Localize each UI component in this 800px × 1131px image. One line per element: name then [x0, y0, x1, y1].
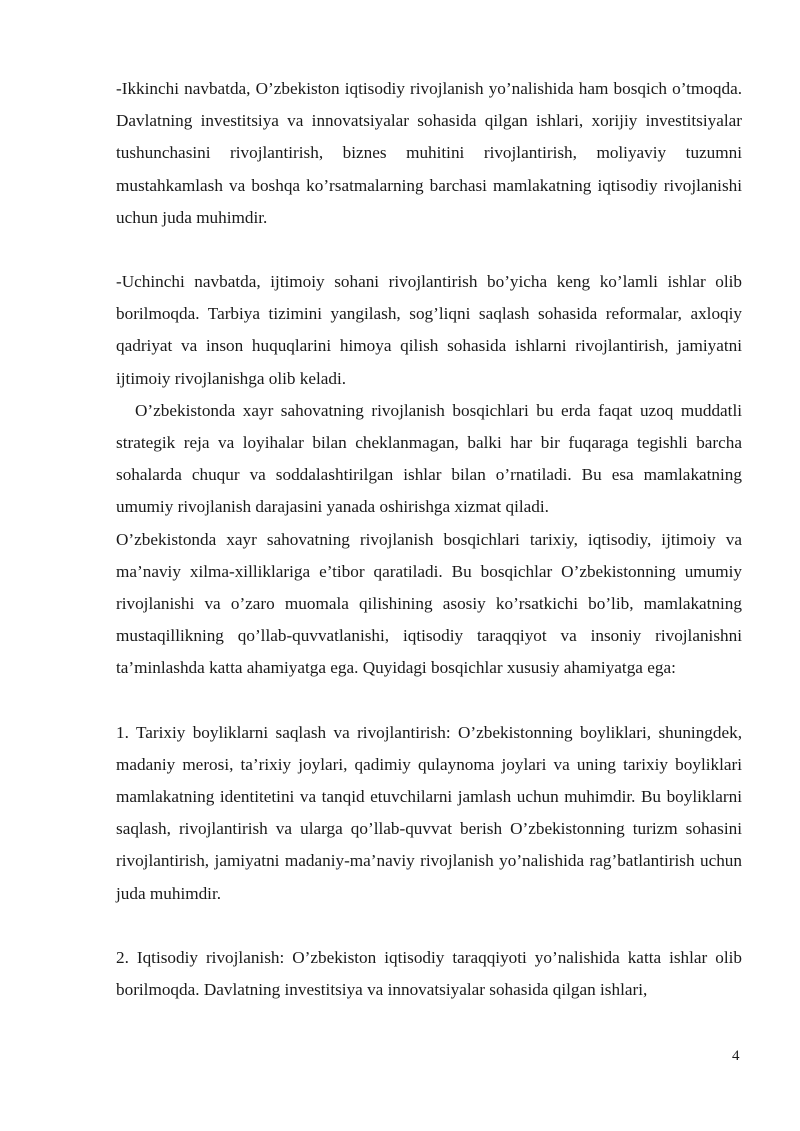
paragraph-charity-aspects: O’zbekistonda xayr sahovatning rivojlanish bosqichlari tarixiy, iqtisodiy, ijtimoiy va ma’naviy xilma-xilliklariga e’tibor qaratiladi. Bu bosqichlar O’zbekistonning umumiy rivojlanishi va o’zaro muomala qilishining asosiy ko’rsatkichi bo’lib, mamlakatning mustaqillikning qo’llab-quvvatlanishi, iqtisodiy taraqqiyot va insoniy rivojlanishni ta’minlashda katta ahamiyatga ega. Quyidagi bosqichlar xususiy ahamiyatga ega:	[116, 529, 742, 678]
paragraph-charity-stages: O’zbekistonda xayr sahovatning rivojlanish bosqichlari bu erda faqat uzoq muddatli strategik reja va loyihalar bilan cheklanmagan, balki har bir fuqaraga tegishli barcha sohalarda chuqur va soddalashtirilgan ishlar bilan o’rnatiladi. Bu esa mamlakatning umumiy rivojlanish darajasini yanada oshirishga xizmat qiladi.	[116, 400, 742, 517]
paragraph-spacer	[116, 910, 742, 942]
paragraph-spacer	[116, 234, 742, 266]
paragraph-spacer	[116, 685, 742, 717]
list-item-historical-heritage: 1. Tarixiy boyliklarni saqlash va rivojlantirish: O’zbekistonning boyliklari, shuningdek, madaniy merosi, ta’rixiy joylari, qadimiy qulaynoma joylari va uning tarixiy boyliklari mamlakatning identitetini va tanqid etuvchilarni jamlash uchun muhimdir. Bu boyliklarni saqlash, rivojlantirish va ularga qo’llab-quvvat berish O’zbekistonning turizm sohasini rivojlantirish, jamiyatni madaniy-ma’naviy rivojlanish yo’nalishida rag’batlantirish uchun juda muhimdir.	[116, 722, 742, 903]
document-page	[116, 73, 742, 1006]
paragraph-third-priority: -Uchinchi navbatda, ijtimoiy sohani rivojlantirish bo’yicha keng ko’lamli ishlar olib borilmoqda. Tarbiya tizimini yangilash, sog’liqni saqlash sohasida reformalar, axloqiy qadriyat va inson huquqlarini himoya qilish sohasida ishlarni rivojlantirish, jamiyatni ijtimoiy rivojlanishga olib keladi.	[116, 272, 742, 388]
list-item-economic-development: 2. Iqtisodiy rivojlanish: O’zbekiston iqtisodiy taraqqiyoti yo’nalishida katta ishlar olib borilmoqda. Davlatning investitsiya va innovatsiyalar sohasida qilgan ishlari,	[116, 947, 742, 1000]
page-number: 4	[732, 1048, 740, 1064]
paragraph-second-priority: -Ikkinchi navbatda, O’zbekiston iqtisodiy rivojlanish yo’nalishida ham bosqich o’tmoqda. Davlatning investitsiya va innovatsiyalar sohasida qilgan ishlari, xorijiy investitsiyalar tushunchasini rivojlantirish, biznes muhitini rivojlantirish, moliyaviy tuzumni mustahkamlash va boshqa ko’rsatmalarning barchasi mamlakatning iqtisodiy rivojlanishi uchun juda muhimdir.	[116, 79, 742, 227]
